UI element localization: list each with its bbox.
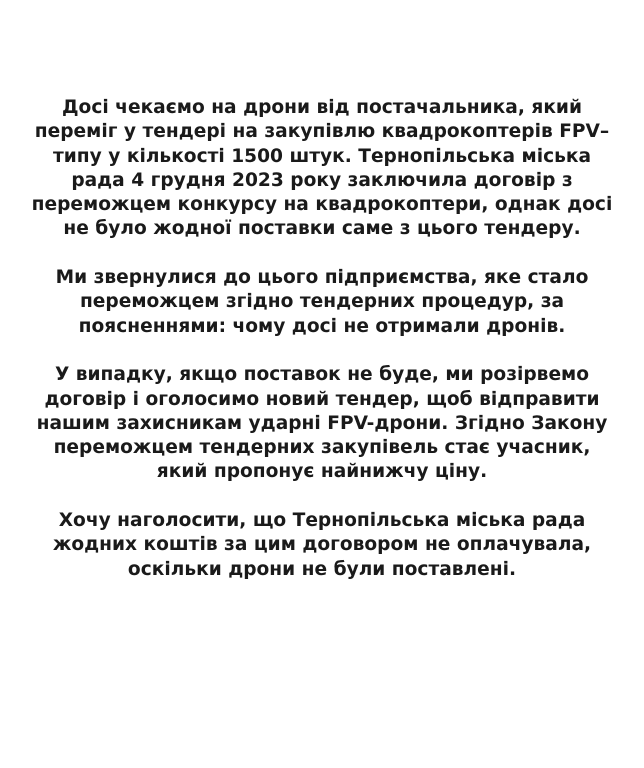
- text-line: Хочу наголосити, що Тернопільська міська рада: [58, 510, 586, 532]
- text-line: переможцем конкурсу на квадрокоптери, однак досі: [31, 194, 613, 216]
- statement-text: [30, 96, 614, 606]
- text-line: Досі чекаємо на дрони від постачальника, який: [61, 97, 582, 118]
- text-line: поясненнями: чому досі не отримали дронів.: [78, 315, 566, 337]
- paragraph-new-tender: [30, 363, 614, 484]
- text-line: У випадку, якщо поставок не буде, ми розірвемо: [54, 364, 590, 386]
- text-line: оскільки дрони не були поставлені.: [127, 558, 517, 580]
- text-line: Ми звернулися до цього підприємства, яке стало: [55, 267, 589, 289]
- paragraph-no-payment: [30, 509, 614, 582]
- text-line: переможцем тендерних закупівель стає учасник,: [53, 437, 591, 459]
- text-line: рада 4 грудня 2023 року заключила договір з: [71, 169, 573, 191]
- text-line: нашим захисникам ударні FPV-дрони. Згідно Закону: [36, 412, 608, 434]
- text-line: типу у кількості 1500 штук. Тернопільська міська: [52, 145, 592, 167]
- text-line: не було жодної поставки саме з цього тендеру.: [63, 218, 581, 240]
- text-line: переміг у тендері на закупівлю квадрокоптерів FPV–: [34, 121, 610, 143]
- text-line: договір і оголосимо новий тендер, щоб відправити: [44, 388, 600, 410]
- text-line: який пропонує найнижчу ціну.: [156, 461, 488, 483]
- text-line: жодних коштів за цим договором не оплачувала,: [52, 534, 592, 556]
- paragraph-inquiry: [30, 266, 614, 339]
- paragraph-drone-delay: [30, 96, 614, 242]
- text-line: переможцем згідно тендерних процедур, за: [79, 291, 565, 313]
